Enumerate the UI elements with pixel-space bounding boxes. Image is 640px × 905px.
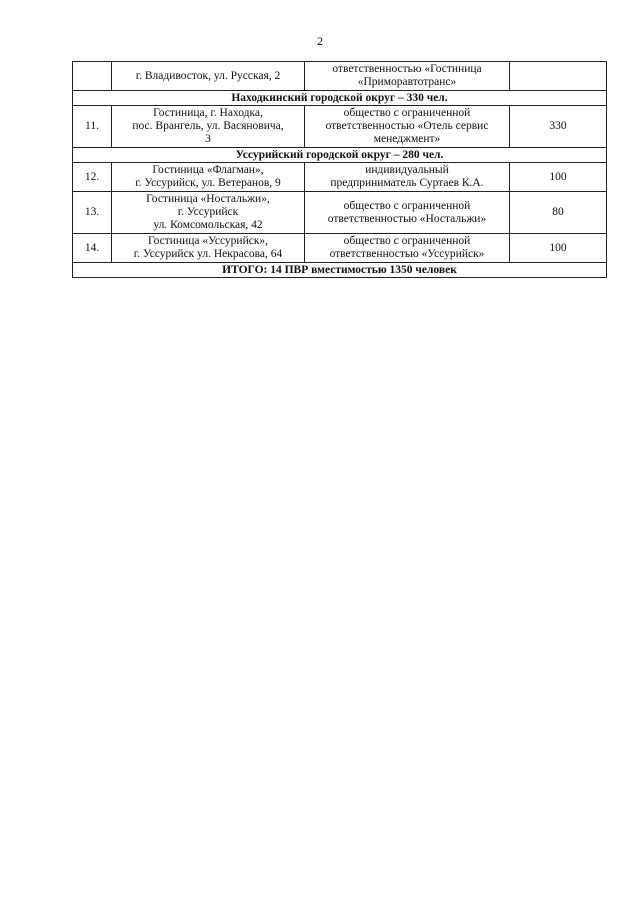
owner-line: ответственностью «Гостиница	[332, 63, 482, 75]
row-number: 11.	[73, 106, 112, 148]
hotel-line: 3	[205, 133, 211, 145]
hotel-line: ул. Комсомольская, 42	[153, 219, 263, 231]
section-header-row	[73, 91, 607, 106]
row-number	[73, 62, 112, 91]
owner-line: общество с ограниченной	[343, 199, 471, 212]
section-header-row	[73, 148, 607, 163]
hotel-line: Гостиница «Уссурийск»,	[147, 235, 269, 247]
table-row	[73, 234, 607, 263]
total-row	[73, 263, 607, 278]
owner-line: ответственностью «Уссурийск»	[329, 248, 485, 260]
table-row	[73, 62, 607, 91]
row-number: 13.	[73, 192, 112, 234]
capacity-cell: 100	[510, 234, 607, 263]
shelter-table	[72, 61, 607, 278]
hotel-address-cell	[112, 234, 305, 263]
hotel-address-cell	[112, 62, 305, 91]
owner-cell	[305, 192, 510, 234]
row-number: 12.	[73, 163, 112, 192]
owner-line: индивидуальный	[365, 164, 449, 176]
hotel-line: Гостиница «Флагман»,	[152, 164, 264, 176]
owner-line: ответственностью «Отель сервис	[325, 120, 489, 132]
section-title: Уссурийский городской округ – 280 чел.	[73, 148, 607, 163]
owner-cell	[305, 163, 510, 192]
capacity-cell: 100	[510, 163, 607, 192]
owner-line: менеджмент»	[373, 133, 441, 145]
hotel-address-cell	[112, 106, 305, 148]
hotel-address-cell	[112, 163, 305, 192]
page-number: 2	[317, 34, 323, 48]
hotel-address-cell	[112, 192, 305, 234]
capacity-cell: 330	[510, 106, 607, 148]
total-summary: ИТОГО: 14 ПВР вместимостью 1350 человек	[73, 263, 607, 278]
section-title: Находкинский городской округ – 330 чел.	[73, 91, 607, 106]
hotel-line: пос. Врангель, ул. Васяновича,	[132, 120, 284, 132]
hotel-line: г. Уссурийск, ул. Ветеранов, 9	[135, 177, 281, 189]
owner-line: ответственностью «Ностальжи»	[327, 212, 487, 225]
hotel-line: Гостиница, г. Находка,	[153, 107, 263, 119]
table-row	[73, 163, 607, 192]
row-number: 14.	[73, 234, 112, 263]
capacity-cell	[510, 62, 607, 91]
hotel-line: г. Владивосток, ул. Русская, 2	[135, 69, 281, 82]
owner-line: общество с ограниченной	[343, 107, 471, 119]
owner-cell	[305, 62, 510, 91]
table-row	[73, 106, 607, 148]
owner-cell	[305, 234, 510, 263]
table-row	[73, 192, 607, 234]
hotel-line: г. Уссурийск	[177, 206, 239, 218]
owner-line: предприниматель Суртаев К.А.	[330, 177, 484, 189]
owner-line: общество с ограниченной	[343, 235, 471, 247]
owner-line: «Приморавтотранс»	[357, 76, 457, 88]
owner-cell	[305, 106, 510, 148]
capacity-cell: 80	[510, 192, 607, 234]
hotel-line: Гостиница «Ностальжи»,	[146, 193, 270, 205]
hotel-line: г. Уссурийск ул. Некрасова, 64	[133, 248, 283, 260]
